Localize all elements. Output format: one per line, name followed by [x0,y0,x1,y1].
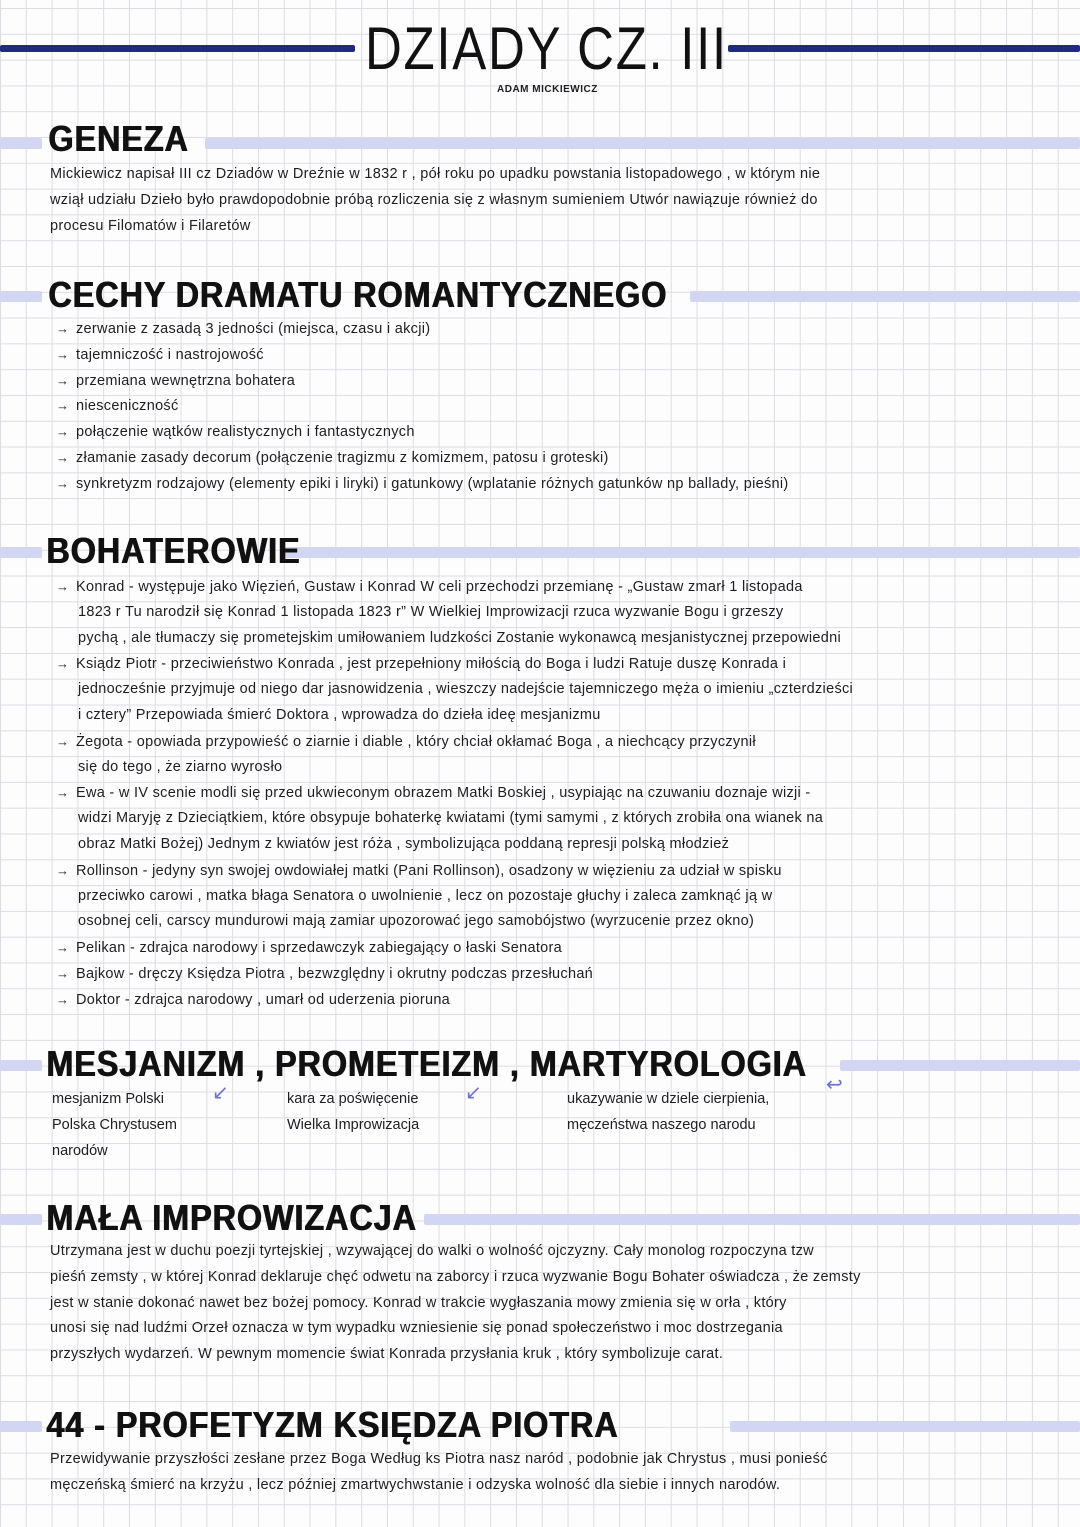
heading-bar [0,1421,42,1432]
curved-arrow-icon: ↙ [465,1082,482,1104]
text-line-content: niesceniczność [76,398,179,415]
idee-column-martyrologia [567,1087,769,1139]
text-line-content: Rollinson - jedyny syn swojej owdowiałej matki (Pani Rollinson), osadzony w więzieniu za udział w spisku [76,862,782,879]
text-line [78,677,853,703]
text-line-content: Doktor - zdrajca narodowy , umarł od uderzenia pioruna [76,991,451,1008]
text-line-content: osobnej celi, carscy mundurowi mają zamiar upozorować jego samobójstwo (wyrzucenie przez okno) [78,913,755,930]
text-line-content: ukazywanie w dziele cierpienia, [567,1091,770,1107]
arrow-icon: → [56,424,70,440]
arrow-icon: → [56,965,70,981]
text-line [287,1087,419,1113]
profetyzm-text [50,1447,828,1499]
curved-arrow-icon: ↙ [212,1082,229,1104]
text-line [52,1139,177,1165]
text-line [56,780,853,806]
text-line [50,1316,861,1342]
text-line-content: Bajkow - dręczy Księdza Piotra , bezwzględny i okrutny podczas przesłuchań [76,965,594,982]
text-line-content: Mickiewicz napisał III cz Dziadów w Dreźnie w 1832 r , pół roku po upadku powstania listopadowego , w którym nie [50,166,821,182]
text-line-content: 1823 r Tu narodził się Konrad 1 listopada 1823 r” W Wielkiej Improwizacji rzuca wyzwanie Bogu i grzeszy [78,603,784,620]
arrow-icon: → [56,579,70,594]
text-line [50,1447,828,1473]
heading-bar [730,1421,1080,1432]
text-line-content: Pelikan - zdrajca narodowy i sprzedawczyk zabiegający o łaski Senatora [76,940,563,957]
text-line [56,858,853,884]
text-line-content: się do tego , że ziarno wyrosło [78,758,283,775]
heading-cechy: CECHY DRAMATU ROMANTYCZNEGO [48,274,667,315]
arrow-icon: → [56,398,70,414]
text-line [56,471,789,497]
text-line-content: i cztery” Przepowiada śmierć Doktora , wprowadza do dzieła ideę mesjanizmu [78,706,601,723]
text-line [78,832,853,858]
page-title: DZIADY CZ. III [365,15,728,82]
text-line [56,445,789,471]
text-line [56,419,789,445]
heading-bar [0,547,42,558]
title-bar-right [728,45,1080,52]
arrow-icon: → [56,785,70,801]
text-line [50,1291,861,1317]
text-line-content: Polska Chrystusem [52,1116,177,1133]
text-line-content: jest w stanie dokonać nawet bez bożej pomocy. Konrad w trakcie wygłaszania mowy zmienia się w orła , który [50,1294,787,1311]
heading-bar [690,291,1080,302]
mala-improwizacja-text [50,1239,861,1368]
text-line [287,1113,419,1139]
text-line-content: pychą , ale tłumaczy się prometejskim umiłowaniem ludzkości Zostanie wykonawcą mesjanistycznej przepowiedni [78,629,842,646]
text-line [50,1342,861,1368]
text-line-content: męczeństwa naszego narodu [567,1116,756,1133]
heading-bar [424,1214,1080,1225]
heading-idee: MESJANIZM , PROMETEIZM , MARTYROLOGIA [46,1043,807,1084]
text-line-content: Żegota - opowiada przypowieść o ziarnie i diable , który chciał okłamać Boga , a niechcący przyczynił [76,733,756,750]
text-line [52,1087,177,1113]
arrow-icon: → [56,991,70,1007]
arrow-icon: → [56,862,70,878]
heading-bar [840,1060,1080,1071]
text-line-content: procesu Filomatów i Filaretów [50,217,251,234]
text-line-content: Przewidywanie przyszłości zesłane przez Boga Według ks Piotra nasz naród , podobnie jak Chrystus , musi ponieść [50,1451,828,1467]
text-line [78,884,853,910]
text-line-content: Wielka Improwizacja [287,1116,420,1133]
text-line [78,755,853,781]
title-bar-left [0,45,355,52]
text-line-content: obraz Matki Bożej) Jednym z kwiatów jest róża , symbolizująca poddaną represji polską młodzież [78,835,730,852]
arrow-icon: → [56,346,70,362]
curved-arrow-icon: ↩ [826,1074,843,1096]
arrow-icon: → [56,940,70,956]
text-line [56,729,853,755]
idee-column-mesjanizm [52,1087,177,1164]
heading-bar [0,291,42,302]
text-line [567,1113,769,1139]
heading-geneza: GENEZA [48,118,189,159]
text-line-content: połączenie wątków realistycznych i fantastycznych [76,424,415,441]
arrow-icon: → [56,321,70,336]
text-line-content: unosi się nad ludźmi Orzeł oznacza w tym wypadku wzniesienie się ponad społeczeństwo i moc dostrzegania [50,1320,783,1337]
text-line-content: męczeńską śmierć na krzyżu , lecz później zmartwychwstanie i odzyska wolność dla siebie i innych narodów. [50,1476,781,1493]
text-line [56,316,789,342]
arrow-icon: → [56,733,70,749]
text-line [56,342,789,368]
text-line [56,987,853,1013]
text-line-content: wziął udziału Dzieło było prawdopodobnie próbą rozliczenia się z własnym sumieniem Utwór nawiązuje również do [50,191,818,208]
author: ADAM MICKIEWICZ [497,84,598,95]
text-line-content: zerwanie z zasadą 3 jedności (miejsca, czasu i akcji) [76,321,431,337]
text-line [50,1473,828,1499]
text-line [56,368,789,394]
heading-profetyzm: 44 - PROFETYZM KSIĘDZA PIOTRA [46,1404,619,1445]
arrow-icon: → [56,656,70,672]
text-line-content: przemiana wewnętrzna bohatera [76,372,296,389]
text-line-content: złamanie zasady decorum (połączenie tragizmu z komizmem, patosu i groteski) [76,449,609,466]
text-line [567,1087,769,1113]
heading-mala-improwizacja: MAŁA IMPROWIZACJA [46,1197,417,1238]
heading-bar [0,1060,42,1071]
heading-bar [282,547,1080,558]
text-line [78,626,853,652]
text-line [50,214,820,240]
text-line [56,651,853,677]
cechy-list [56,316,789,497]
text-line [50,188,820,214]
idee-column-prometeizm [287,1087,419,1139]
text-line-content: Utrzymana jest w duchu poezji tyrtejskiej , wzywającej do walki o wolność ojczyzny. Cały monolog rozpoczyna tzw [50,1243,814,1259]
bohaterowie-list [56,574,853,1013]
text-line-content: tajemniczość i nastrojowość [76,346,264,363]
text-line [78,806,853,832]
text-line-content: Ewa - w IV scenie modli się przed ukwieconym obrazem Matki Boskiej , usypiając na czuwaniu doznaje wizji - [76,785,811,802]
text-line-content: narodów [52,1142,108,1159]
heading-bar [0,1214,42,1225]
text-line [50,1265,861,1291]
text-line [50,1239,861,1265]
text-line-content: kara za poświęcenie [287,1091,419,1107]
arrow-icon: → [56,475,70,491]
text-line-content: synkretyzm rodzajowy (elementy epiki i liryki) i gatunkowy (wplatanie różnych gatunków np ballady, pieśni) [76,475,789,492]
text-line-content: przyszłych wydarzeń. W pewnym momencie świat Konrada przysłania kruk , który symbolizuje carat. [50,1346,724,1363]
arrow-icon: → [56,372,70,388]
text-line-content: mesjanizm Polski [52,1091,164,1107]
text-line-content: Konrad - występuje jako Więzień, Gustaw i Konrad W celi przechodzi przemianę - „Gustaw zmarł 1 listopada [76,579,803,595]
text-line [52,1113,177,1139]
text-line-content: Ksiądz Piotr - przeciwieństwo Konrada , jest przepełniony miłością do Boga i ludzi Ratuje duszę Konrada i [76,656,787,673]
text-line [56,574,853,600]
heading-bar [0,138,42,149]
text-line [50,162,820,188]
arrow-icon: → [56,449,70,465]
text-line [56,393,789,419]
text-line [56,961,853,987]
text-line [56,935,853,961]
text-line-content: pieśń zemsty , w której Konrad deklaruje chęć odwetu na zaborcy i rzuca wyzwanie Bogu Bohater oświadcza , że zemsty [50,1268,861,1285]
text-line-content: jednocześnie przyjmuje od niego dar jasnowidzenia , wieszczy nadejście tajemniczego męża o imieniu „czterdzieści [78,681,854,698]
heading-bohaterowie: BOHATEROWIE [46,530,301,571]
text-line-content: widzi Maryję z Dzieciątkiem, które obsypuje bohaterkę kwiatami (tymi samymi , z których zrobiła ona wianek na [78,810,824,827]
heading-bar [205,138,1080,149]
text-line [78,909,853,935]
text-line-content: przeciwko carowi , matka błaga Senatora o uwolnienie , lecz on pozostaje głuchy i zaleca zamknąć ją w [78,887,773,904]
geneza-text [50,162,820,239]
text-line [78,703,853,729]
text-line [78,600,853,626]
